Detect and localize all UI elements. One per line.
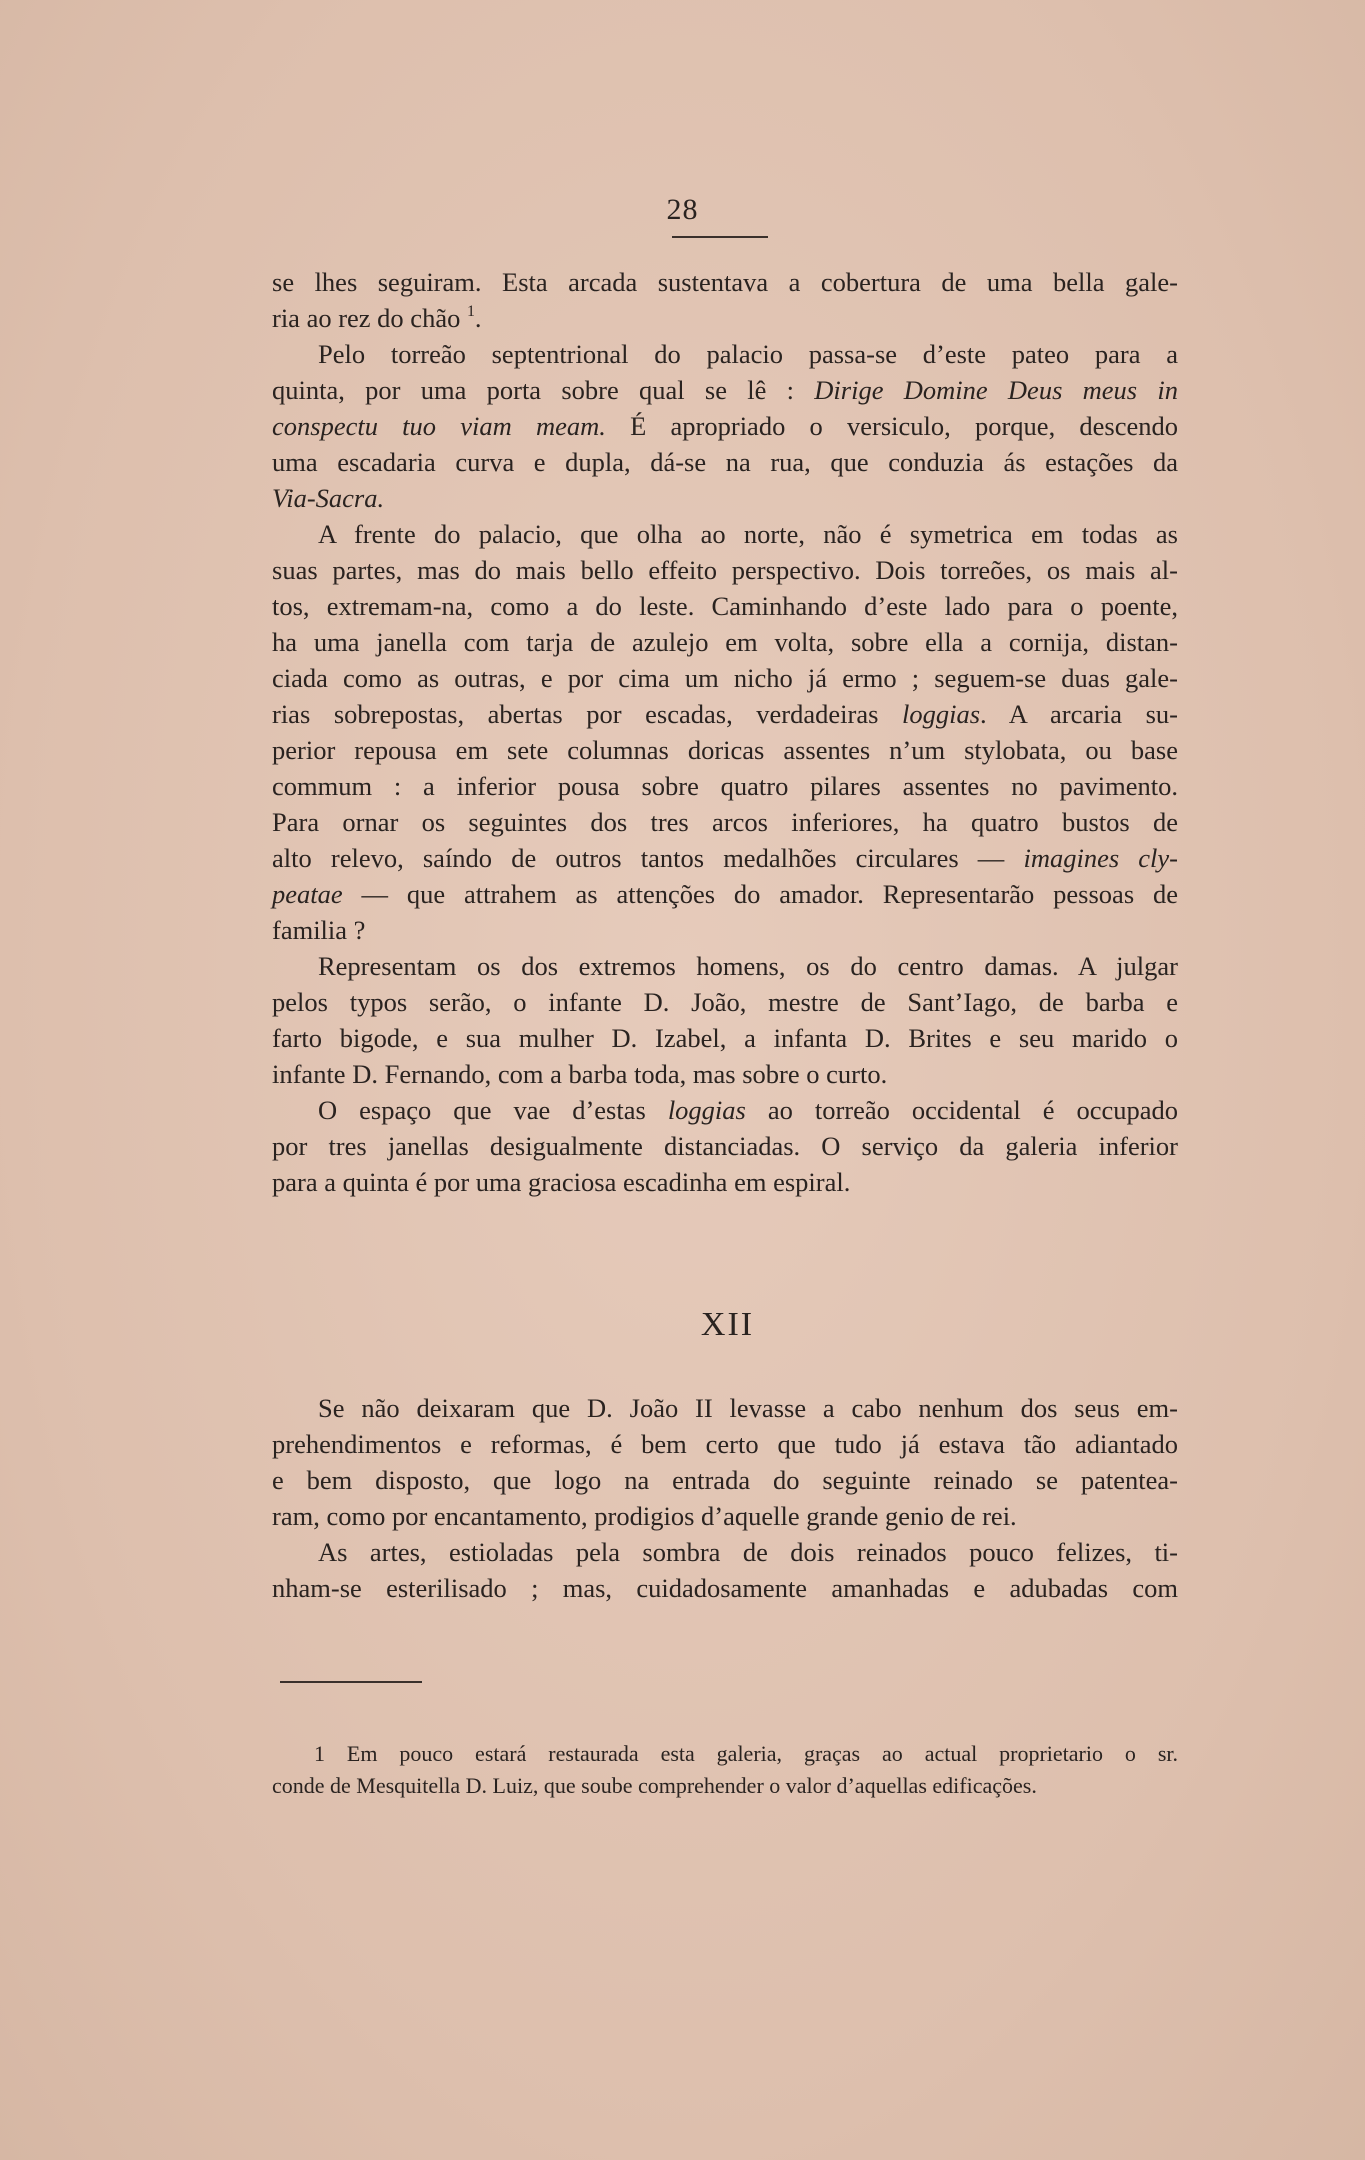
text-line: O espaço que vae d’estas loggias ao torreão occidental é occupado xyxy=(318,1095,1179,1125)
text-line: A frente do palacio, que olha ao norte, não é symetrica em todas as xyxy=(318,519,1178,549)
text-line: nham-se esterilisado ; mas, cuidadosamente amanhadas e adubadas com xyxy=(272,1573,1178,1603)
footnote-line: conde de Mesquitella D. Luiz, que soube comprehender o valor d’aquellas edificações. xyxy=(272,1773,1037,1798)
text-line: Se não deixaram que D. João II levasse a cabo nenhum dos seus em- xyxy=(318,1393,1178,1423)
text-line: por tres janellas desigualmente distanciadas. O serviço da galeria inferior xyxy=(272,1131,1178,1161)
footnote xyxy=(272,1738,1178,1802)
text-line: farto bigode, e sua mulher D. Izabel, a infanta D. Brites e seu marido o xyxy=(272,1023,1178,1053)
text-line: alto relevo, saíndo de outros tantos medalhões circulares — imagines cly- xyxy=(272,843,1178,873)
page-number: 28 xyxy=(666,193,699,226)
latin-inscription: Dirige Domine Deus meus in xyxy=(814,375,1179,405)
footnote-marker: 1 xyxy=(466,302,475,320)
text-line: infante D. Fernando, com a barba toda, mas sobre o curto. xyxy=(272,1059,888,1089)
page-number-rule xyxy=(672,236,768,238)
text-line: conspectu tuo viam meam. É apropriado o versiculo, porque, descendo xyxy=(272,411,1179,441)
text-line: rias sobrepostas, abertas por escadas, verdadeiras loggias. A arcaria su- xyxy=(272,699,1178,729)
text-line: familia ? xyxy=(272,915,366,945)
text-line: e bem disposto, que logo na entrada do seguinte reinado se patentea- xyxy=(272,1465,1178,1495)
emphasis: loggias xyxy=(901,699,981,729)
emphasis: imagines cly- xyxy=(1023,843,1178,873)
text-line: quinta, por uma porta sobre qual se lê : Dirige Domine Deus meus in xyxy=(272,375,1179,405)
footnote-rule xyxy=(280,1681,422,1683)
emphasis: loggias xyxy=(667,1095,746,1125)
text-line: commum : a inferior pousa sobre quatro pilares assentes no pavimento. xyxy=(272,771,1178,801)
footnote-line: 1 Em pouco estará restaurada esta galeria, graças ao actual proprietario o sr. xyxy=(314,1741,1178,1766)
text-line: uma escadaria curva e dupla, dá-se na rua, que conduzia ás estações da xyxy=(272,447,1178,477)
text-line: As artes, estioladas pela sombra de dois reinados pouco felizes, ti- xyxy=(318,1537,1178,1567)
text-line: ria ao rez do chão $^1$. xyxy=(272,302,482,333)
text-line: prehendimentos e reformas, é bem certo que tudo já estava tão adiantado xyxy=(272,1429,1178,1459)
text-line: ha uma janella com tarja de azulejo em volta, sobre ella a cornija, distan- xyxy=(272,627,1178,657)
text-line: perior repousa em sete columnas doricas assentes n’um stylobata, ou base xyxy=(272,735,1178,765)
section-heading: XII xyxy=(700,1306,755,1343)
text-line: tos, extremam-na, como a do leste. Caminhando d’este lado para o poente, xyxy=(272,591,1178,621)
text-line: suas partes, mas do mais bello effeito perspectivo. Dois torreões, os mais al- xyxy=(272,555,1178,585)
text-line: Via-Sacra. xyxy=(272,483,385,513)
text-line: peatae — que attrahem as attenções do amador. Representarão pessoas de xyxy=(272,879,1178,909)
emphasis: peatae xyxy=(272,879,343,909)
section-text xyxy=(272,1390,1178,1606)
text-line: se lhes seguiram. Esta arcada sustentava a cobertura de uma bella gale- xyxy=(272,267,1178,297)
text-line: Para ornar os seguintes dos tres arcos inferiores, ha quatro bustos de xyxy=(272,807,1178,837)
text-line: Pelo torreão septentrional do palacio passa-se d’este pateo para a xyxy=(318,339,1178,369)
text-line: ram, como por encantamento, prodigios d’aquelle grande genio de rei. xyxy=(272,1501,1017,1531)
latin-inscription: conspectu tuo viam meam. xyxy=(272,411,606,441)
text-line: pelos typos serão, o infante D. João, mestre de Sant’Iago, de barba e xyxy=(272,987,1178,1017)
text-line: ciada como as outras, e por cima um nicho já ermo ; seguem-se duas gale- xyxy=(272,663,1178,693)
main-text xyxy=(272,264,1178,1200)
text-line: Representam os dos extremos homens, os do centro damas. A julgar xyxy=(318,951,1178,981)
text-line: para a quinta é por uma graciosa escadinha em espiral. xyxy=(272,1167,851,1197)
